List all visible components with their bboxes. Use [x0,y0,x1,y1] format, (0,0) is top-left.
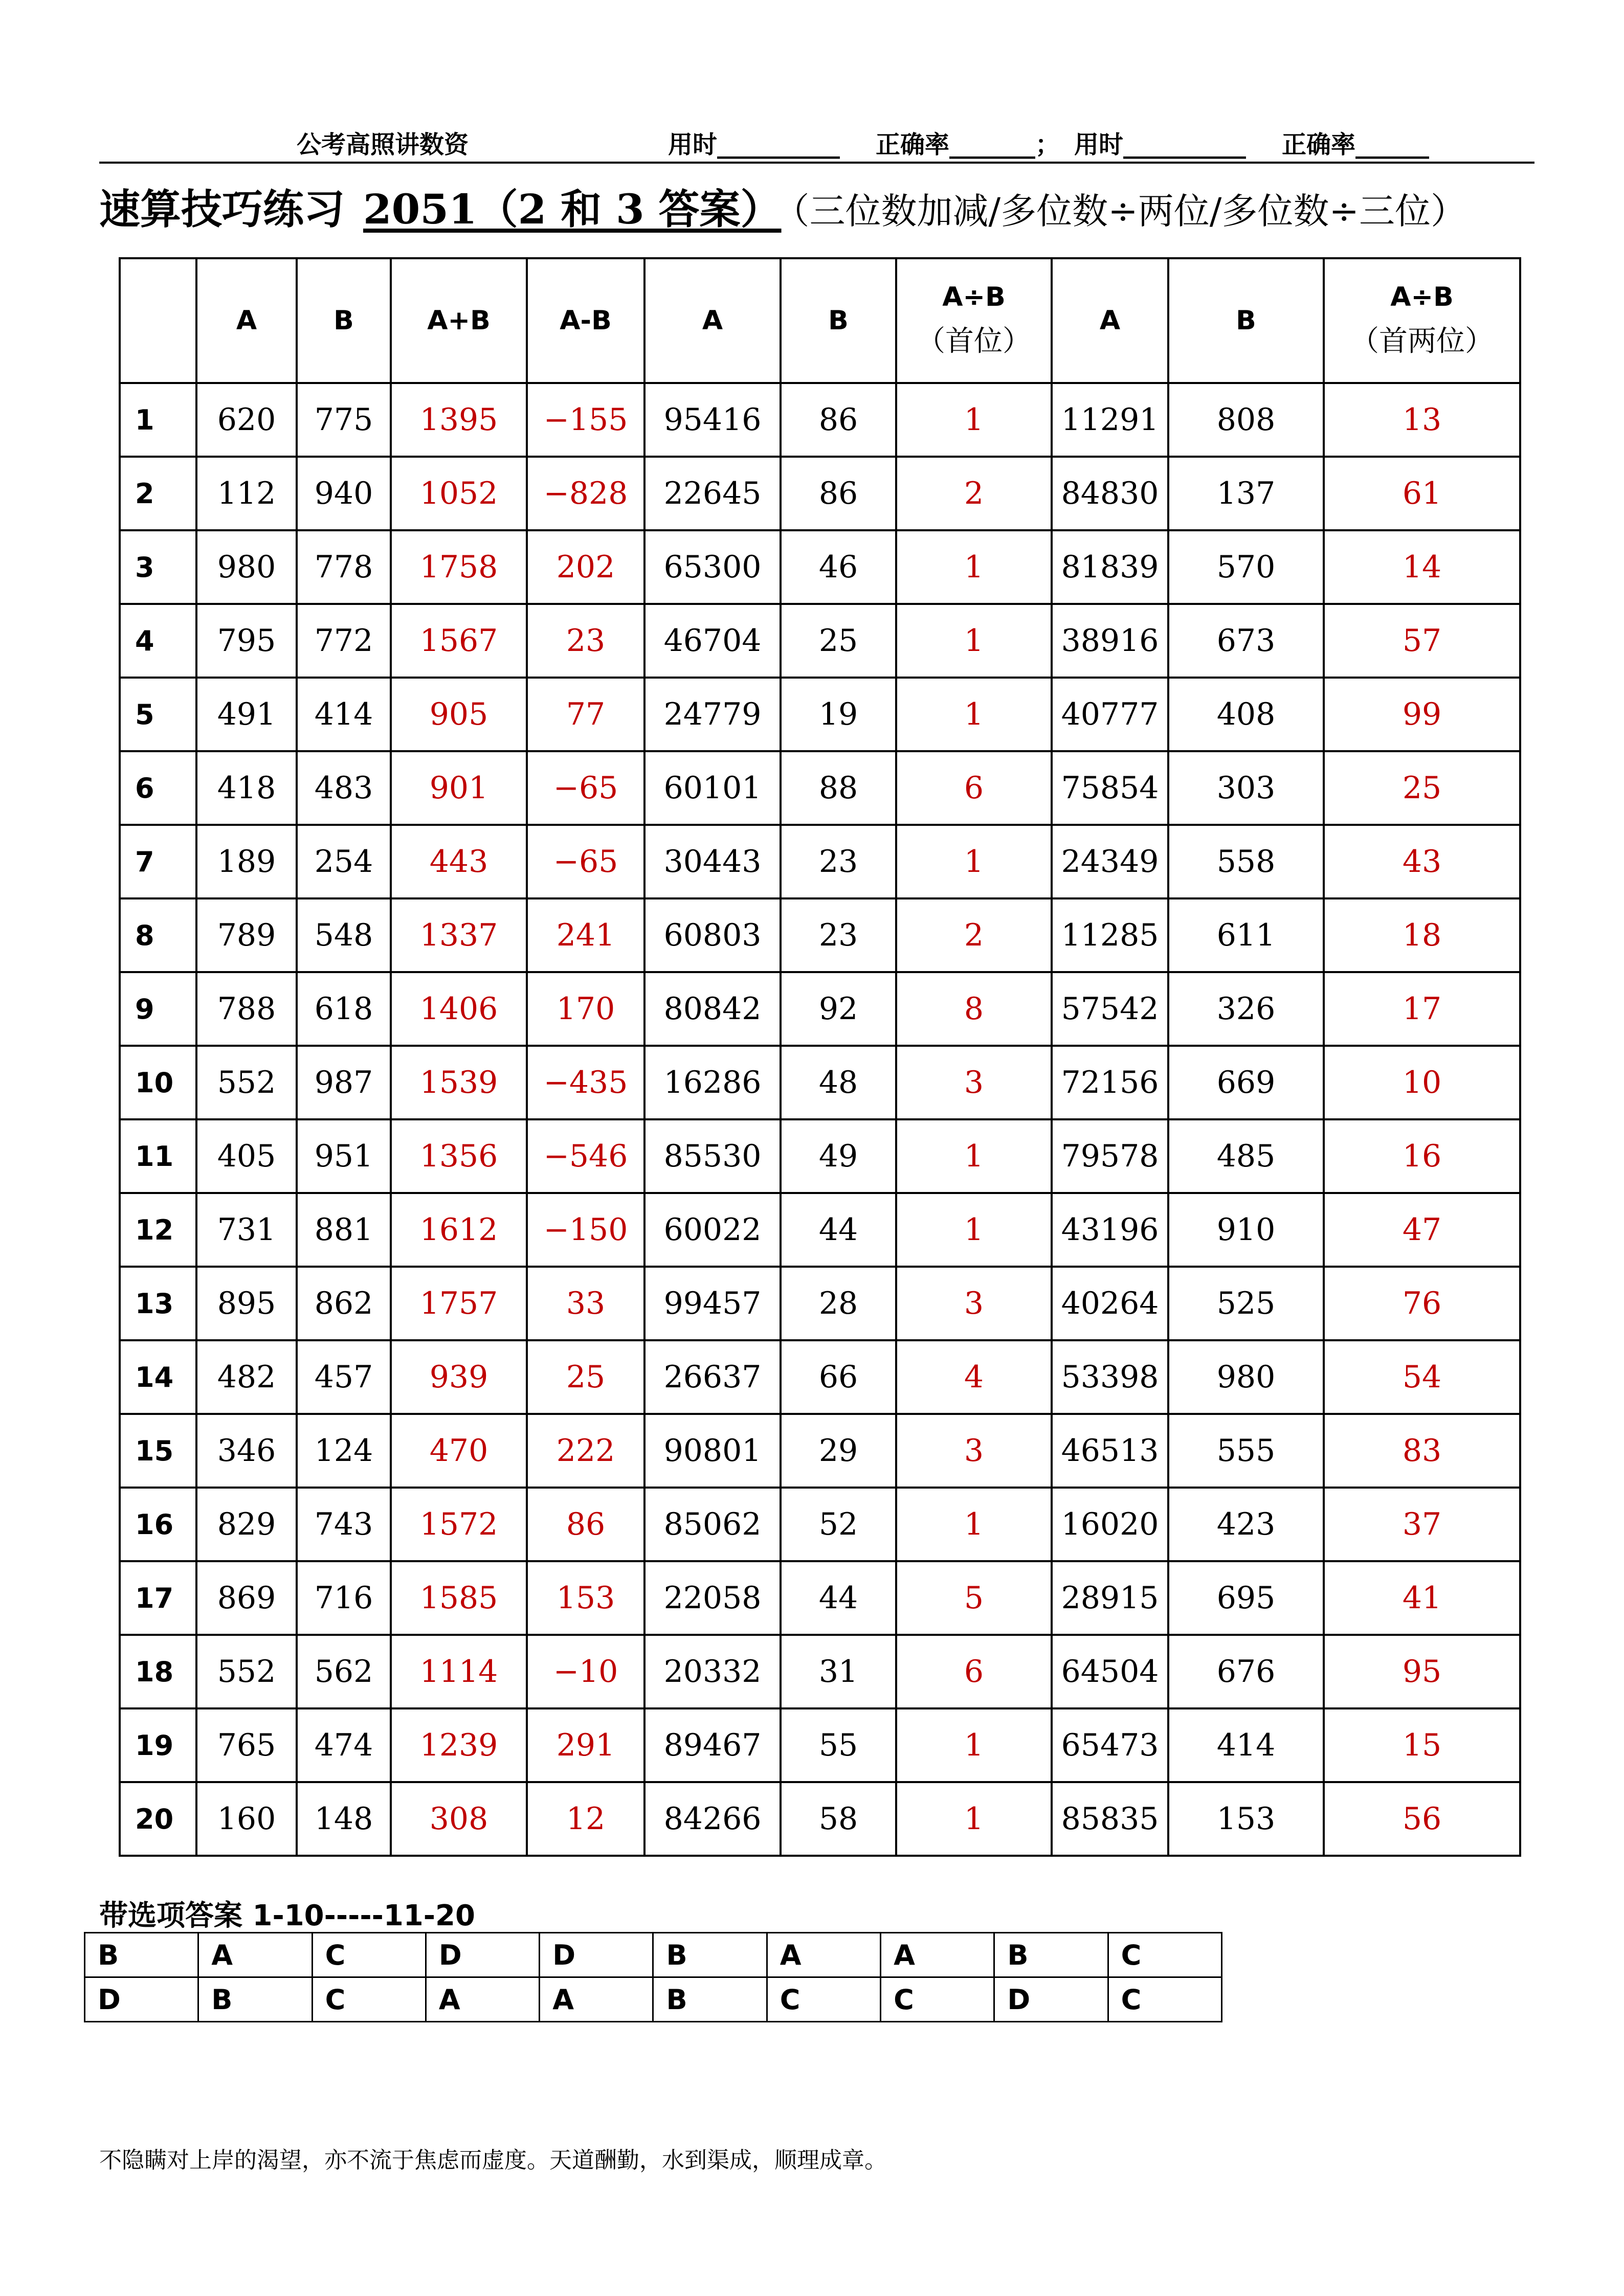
cell-a3: 16020 [1052,1488,1168,1561]
cell-div-first-two: 56 [1324,1782,1520,1856]
cell-sum: 1406 [391,972,527,1046]
cell-a: 491 [196,678,297,751]
cell-div-first: 1 [896,1488,1052,1561]
table-row [120,972,1520,1046]
cell-a2: 65300 [644,530,781,604]
cell-diff: 77 [527,678,644,751]
option-answer: B [994,1933,1108,1977]
cell-div-first-two: 14 [1324,530,1520,604]
cell-a: 552 [196,1635,297,1708]
option-answer: B [653,1933,767,1977]
cell-div-first: 3 [896,1267,1052,1340]
cell-b: 772 [297,604,391,678]
col-header-div-first [896,258,1052,383]
header-accuracy-1: 正确率_______； [876,130,1060,159]
cell-b3: 808 [1168,383,1324,457]
col-header-div-first-two [1324,258,1520,383]
exercise-table [119,257,1521,1857]
col-header-index [120,258,196,383]
cell-diff: 202 [527,530,644,604]
cell-div-first: 2 [896,898,1052,972]
cell-sum: 443 [391,825,527,898]
table-row [120,1488,1520,1561]
cell-a3: 75854 [1052,751,1168,825]
cell-b: 457 [297,1340,391,1414]
cell-b2: 46 [781,530,896,604]
cell-diff: 222 [527,1414,644,1488]
cell-a2: 95416 [644,383,781,457]
table-row [120,1635,1520,1708]
cell-a2: 85530 [644,1119,781,1193]
cell-b2: 55 [781,1708,896,1782]
cell-b: 148 [297,1782,391,1856]
cell-sum: 308 [391,1782,527,1856]
cell-div-first: 6 [896,1635,1052,1708]
cell-b2: 28 [781,1267,896,1340]
title-code: 2051（2 和 3 答案） [363,185,782,233]
option-answer: B [653,1977,767,2022]
row-index: 9 [120,972,196,1046]
option-answer: C [1108,1977,1221,2022]
col-header-a3: A [1052,258,1168,383]
cell-div-first: 4 [896,1340,1052,1414]
cell-div-first: 1 [896,678,1052,751]
cell-div-first-two: 41 [1324,1561,1520,1635]
cell-sum: 901 [391,751,527,825]
row-index: 8 [120,898,196,972]
cell-div-first-two: 43 [1324,825,1520,898]
cell-b: 474 [297,1708,391,1782]
table-row [120,898,1520,972]
cell-b2: 25 [781,604,896,678]
cell-a: 869 [196,1561,297,1635]
cell-diff: 291 [527,1708,644,1782]
cell-a2: 22645 [644,457,781,530]
cell-a3: 64504 [1052,1635,1168,1708]
cell-a: 731 [196,1193,297,1267]
cell-div-first-two: 15 [1324,1708,1520,1782]
cell-a3: 24349 [1052,825,1168,898]
cell-b: 940 [297,457,391,530]
cell-a2: 60101 [644,751,781,825]
cell-a: 160 [196,1782,297,1856]
table-row [120,751,1520,825]
cell-a2: 60803 [644,898,781,972]
option-answer: A [881,1933,994,1977]
cell-a2: 22058 [644,1561,781,1635]
cell-a2: 89467 [644,1708,781,1782]
cell-div-first: 3 [896,1414,1052,1488]
cell-sum: 1567 [391,604,527,678]
cell-b2: 86 [781,457,896,530]
cell-b2: 52 [781,1488,896,1561]
cell-sum: 905 [391,678,527,751]
table-row [120,1782,1520,1856]
cell-b2: 23 [781,825,896,898]
table-row [120,1046,1520,1119]
cell-sum: 1585 [391,1561,527,1635]
cell-a2: 60022 [644,1193,781,1267]
cell-a: 620 [196,383,297,457]
cell-a2: 16286 [644,1046,781,1119]
cell-diff: −10 [527,1635,644,1708]
cell-diff: 86 [527,1488,644,1561]
cell-sum: 1356 [391,1119,527,1193]
cell-sum: 1052 [391,457,527,530]
row-index: 3 [120,530,196,604]
option-answer: A [540,1977,653,2022]
option-answer: A [426,1977,539,2022]
cell-div-first: 1 [896,1193,1052,1267]
cell-b3: 676 [1168,1635,1324,1708]
cell-a2: 46704 [644,604,781,678]
cell-b3: 980 [1168,1340,1324,1414]
cell-a3: 28915 [1052,1561,1168,1635]
cell-b: 716 [297,1561,391,1635]
table-row [120,1414,1520,1488]
row-index: 12 [120,1193,196,1267]
cell-b2: 49 [781,1119,896,1193]
cell-b: 254 [297,825,391,898]
header-time-1: 用时__________ [668,130,840,159]
cell-diff: −150 [527,1193,644,1267]
row-index: 20 [120,1782,196,1856]
row-index: 17 [120,1561,196,1635]
options-title: 带选项答案 1-10-----11-20 [99,1899,475,1932]
table-row [120,1119,1520,1193]
cell-a3: 72156 [1052,1046,1168,1119]
cell-b2: 29 [781,1414,896,1488]
cell-diff: −65 [527,751,644,825]
options-row [85,1933,1222,1977]
cell-sum: 1572 [391,1488,527,1561]
cell-div-first-two: 25 [1324,751,1520,825]
cell-div-first-two: 76 [1324,1267,1520,1340]
cell-a: 895 [196,1267,297,1340]
cell-sum: 939 [391,1340,527,1414]
cell-b3: 303 [1168,751,1324,825]
header-time-2: 用时__________ [1074,130,1247,159]
cell-b3: 558 [1168,825,1324,898]
cell-a: 829 [196,1488,297,1561]
cell-div-first-two: 13 [1324,383,1520,457]
cell-b2: 19 [781,678,896,751]
cell-b: 951 [297,1119,391,1193]
option-answer: A [198,1933,312,1977]
row-index: 4 [120,604,196,678]
cell-b: 483 [297,751,391,825]
cell-div-first-two: 99 [1324,678,1520,751]
option-answer: C [312,1977,426,2022]
cell-b3: 695 [1168,1561,1324,1635]
cell-sum: 1337 [391,898,527,972]
row-index: 14 [120,1340,196,1414]
table-row [120,1267,1520,1340]
row-index: 18 [120,1635,196,1708]
cell-div-first-two: 83 [1324,1414,1520,1488]
cell-sum: 1239 [391,1708,527,1782]
cell-a2: 85062 [644,1488,781,1561]
cell-a2: 30443 [644,825,781,898]
cell-b3: 137 [1168,457,1324,530]
cell-a: 482 [196,1340,297,1414]
title-main: 速算技巧练习 [99,185,345,233]
cell-div-first: 1 [896,530,1052,604]
cell-a2: 26637 [644,1340,781,1414]
table-row [120,457,1520,530]
cell-div-first-two: 57 [1324,604,1520,678]
col-header-a: A [196,258,297,383]
cell-b3: 485 [1168,1119,1324,1193]
cell-sum: 470 [391,1414,527,1488]
cell-diff: 153 [527,1561,644,1635]
cell-b: 618 [297,972,391,1046]
cell-a2: 80842 [644,972,781,1046]
cell-diff: 170 [527,972,644,1046]
cell-b: 775 [297,383,391,457]
cell-diff: 33 [527,1267,644,1340]
row-index: 13 [120,1267,196,1340]
cell-b2: 44 [781,1561,896,1635]
header-org: 公考高照讲数资 [297,130,469,159]
cell-a2: 99457 [644,1267,781,1340]
cell-a3: 84830 [1052,457,1168,530]
div-first-two-sublabel: （首两位） [1350,325,1494,358]
cell-b: 414 [297,678,391,751]
cell-a: 789 [196,898,297,972]
table-row [120,678,1520,751]
div-first-two-label: A÷B [1390,282,1454,312]
cell-b3: 414 [1168,1708,1324,1782]
option-answer: C [312,1933,426,1977]
cell-div-first-two: 18 [1324,898,1520,972]
cell-div-first: 1 [896,383,1052,457]
cell-div-first: 1 [896,604,1052,678]
cell-b2: 66 [781,1340,896,1414]
cell-b: 562 [297,1635,391,1708]
cell-div-first: 8 [896,972,1052,1046]
cell-sum: 1612 [391,1193,527,1267]
cell-div-first-two: 16 [1324,1119,1520,1193]
cell-diff: −435 [527,1046,644,1119]
table-row [120,383,1520,457]
cell-a: 765 [196,1708,297,1782]
cell-b3: 408 [1168,678,1324,751]
col-header-diff: A-B [527,258,644,383]
cell-a3: 38916 [1052,604,1168,678]
cell-b3: 153 [1168,1782,1324,1856]
cell-b3: 611 [1168,898,1324,972]
table-row [120,530,1520,604]
cell-diff: 12 [527,1782,644,1856]
table-row [120,1708,1520,1782]
table-header-row [120,258,1520,383]
page-header [99,116,1534,164]
cell-diff: −546 [527,1119,644,1193]
col-header-b3: B [1168,258,1324,383]
row-index: 1 [120,383,196,457]
cell-a3: 85835 [1052,1782,1168,1856]
cell-a: 795 [196,604,297,678]
cell-sum: 1757 [391,1267,527,1340]
cell-b2: 31 [781,1635,896,1708]
cell-sum: 1114 [391,1635,527,1708]
cell-div-first: 1 [896,1708,1052,1782]
col-header-b2: B [781,258,896,383]
cell-div-first: 5 [896,1561,1052,1635]
table-row [120,1340,1520,1414]
cell-a3: 53398 [1052,1340,1168,1414]
cell-b2: 86 [781,383,896,457]
cell-div-first-two: 10 [1324,1046,1520,1119]
cell-diff: 23 [527,604,644,678]
cell-b: 743 [297,1488,391,1561]
option-answer: C [767,1977,880,2022]
cell-b3: 570 [1168,530,1324,604]
cell-a3: 43196 [1052,1193,1168,1267]
cell-a3: 65473 [1052,1708,1168,1782]
cell-a: 112 [196,457,297,530]
cell-diff: 25 [527,1340,644,1414]
cell-diff: 241 [527,898,644,972]
cell-a: 552 [196,1046,297,1119]
cell-b2: 23 [781,898,896,972]
cell-div-first-two: 17 [1324,972,1520,1046]
cell-sum: 1395 [391,383,527,457]
option-answer: B [198,1977,312,2022]
col-header-a2: A [644,258,781,383]
cell-diff: −65 [527,825,644,898]
cell-a: 346 [196,1414,297,1488]
col-header-b: B [297,258,391,383]
cell-div-first: 1 [896,1782,1052,1856]
option-answer: D [426,1933,539,1977]
option-answer: D [85,1977,198,2022]
option-answer: C [1108,1933,1221,1977]
row-index: 6 [120,751,196,825]
cell-sum: 1539 [391,1046,527,1119]
cell-a3: 79578 [1052,1119,1168,1193]
cell-div-first-two: 61 [1324,457,1520,530]
cell-div-first: 2 [896,457,1052,530]
cell-a3: 46513 [1052,1414,1168,1488]
cell-b: 778 [297,530,391,604]
row-index: 19 [120,1708,196,1782]
cell-a: 980 [196,530,297,604]
cell-div-first-two: 95 [1324,1635,1520,1708]
cell-a3: 40264 [1052,1267,1168,1340]
cell-div-first: 1 [896,1119,1052,1193]
option-answer: A [767,1933,880,1977]
option-answer: D [994,1977,1108,2022]
cell-a3: 40777 [1052,678,1168,751]
cell-a3: 81839 [1052,530,1168,604]
table-row [120,604,1520,678]
col-header-sum: A+B [391,258,527,383]
cell-a2: 90801 [644,1414,781,1488]
cell-a: 405 [196,1119,297,1193]
cell-a: 418 [196,751,297,825]
cell-a3: 11291 [1052,383,1168,457]
cell-b: 124 [297,1414,391,1488]
cell-b3: 673 [1168,604,1324,678]
cell-a2: 24779 [644,678,781,751]
page-title [99,176,1572,238]
row-index: 10 [120,1046,196,1119]
cell-diff: −828 [527,457,644,530]
cell-b2: 44 [781,1193,896,1267]
row-index: 15 [120,1414,196,1488]
row-index: 5 [120,678,196,751]
cell-a3: 11285 [1052,898,1168,972]
cell-div-first-two: 47 [1324,1193,1520,1267]
cell-diff: −155 [527,383,644,457]
cell-a: 788 [196,972,297,1046]
row-index: 2 [120,457,196,530]
cell-a2: 84266 [644,1782,781,1856]
cell-sum: 1758 [391,530,527,604]
cell-div-first: 3 [896,1046,1052,1119]
row-index: 7 [120,825,196,898]
option-answer: C [881,1977,994,2022]
cell-b3: 423 [1168,1488,1324,1561]
div-first-label: A÷B [942,282,1006,312]
cell-b2: 88 [781,751,896,825]
cell-div-first: 1 [896,825,1052,898]
cell-b2: 58 [781,1782,896,1856]
table-row [120,1561,1520,1635]
cell-a3: 57542 [1052,972,1168,1046]
div-first-sublabel: （首位） [917,325,1031,358]
cell-b: 862 [297,1267,391,1340]
title-subtitle: （三位数加减/多位数÷两位/多位数÷三位） [791,190,1467,232]
header-accuracy-2: 正确率______ [1282,130,1430,159]
cell-b3: 910 [1168,1193,1324,1267]
cell-b: 987 [297,1046,391,1119]
table-row [120,1193,1520,1267]
row-index: 16 [120,1488,196,1561]
cell-b: 881 [297,1193,391,1267]
cell-div-first-two: 54 [1324,1340,1520,1414]
cell-b2: 92 [781,972,896,1046]
cell-b2: 48 [781,1046,896,1119]
option-answer: D [540,1933,653,1977]
cell-a: 189 [196,825,297,898]
cell-b: 548 [297,898,391,972]
options-row [85,1977,1222,2022]
option-answer: B [85,1933,198,1977]
cell-b3: 525 [1168,1267,1324,1340]
row-index: 11 [120,1119,196,1193]
footer-motto: 不隐瞒对上岸的渴望，亦不流于焦虑而虚度。天道酬勤，水到渠成，顺理成章。 [99,2147,887,2173]
cell-b3: 669 [1168,1046,1324,1119]
cell-div-first-two: 37 [1324,1488,1520,1561]
table-row [120,825,1520,898]
cell-b3: 555 [1168,1414,1324,1488]
options-table [84,1932,1222,2022]
cell-b3: 326 [1168,972,1324,1046]
cell-a2: 20332 [644,1635,781,1708]
cell-div-first: 6 [896,751,1052,825]
